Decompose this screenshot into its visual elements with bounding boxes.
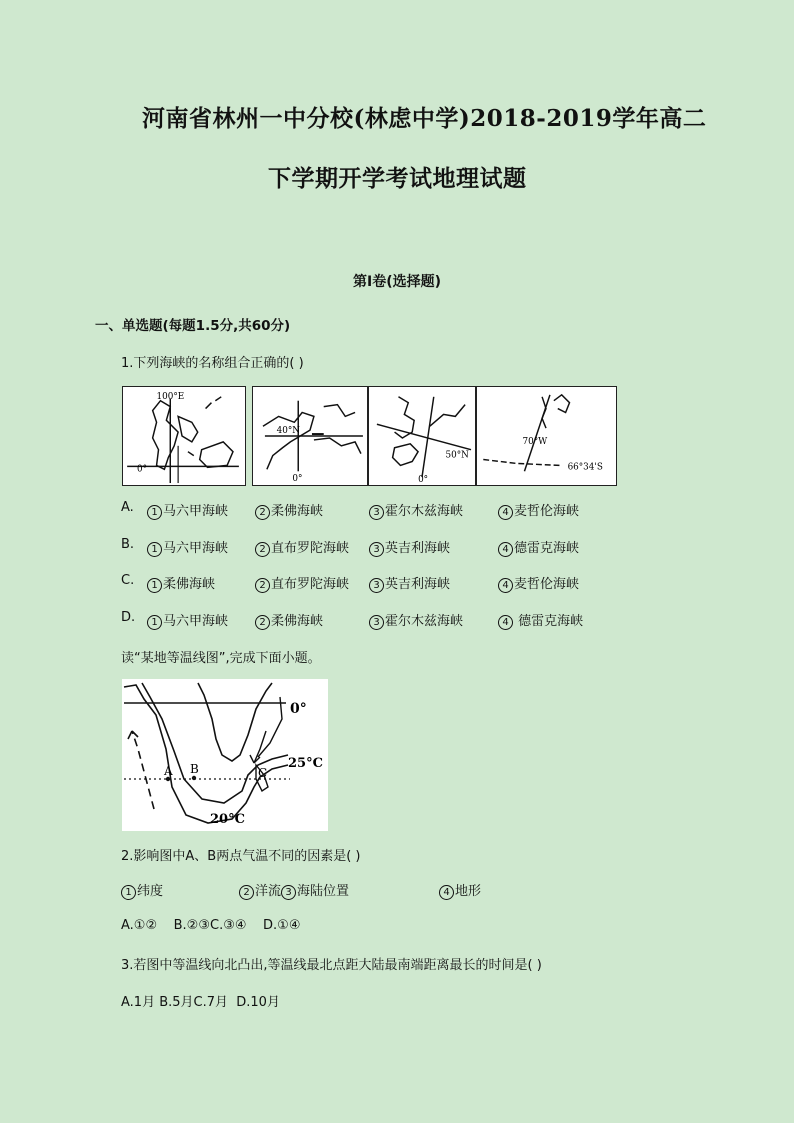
option-item: 直布罗陀海峡 [271, 541, 350, 556]
option-item: 英吉利海峡 [385, 541, 451, 556]
strait-map-1 [122, 386, 246, 486]
option-item: 马六甲海峡 [163, 504, 229, 519]
map2-label-lon: 0° [292, 474, 303, 485]
factor-item: 海陆位置 [297, 884, 350, 899]
circle-num: 1 [121, 885, 136, 900]
option-item: 麦哲伦海峡 [514, 577, 580, 592]
circle-num: 4 [439, 885, 454, 900]
map2-label-lat: 40°N [276, 426, 301, 437]
map3-label-lat: 50°N [445, 450, 469, 461]
option-letter: A. [121, 500, 134, 515]
option-item: 马六甲海峡 [163, 614, 229, 629]
map4-label-lon: 70°W [522, 436, 548, 447]
iso-point-a: A [164, 764, 173, 778]
map1-label-lat: 0° [136, 464, 147, 475]
circle-num: 3 [369, 505, 384, 520]
q3-answers[interactable]: A.1月 B.5月C.7月 D.10月 [121, 995, 280, 1010]
section-heading: 一、单选题(每题1.5分,共60分) [95, 318, 291, 334]
option-letter: D. [121, 610, 136, 625]
question-3-stem: 3.若图中等温线向北凸出,等温线最北点距大陆最南端距离最长的时间是( ) [121, 958, 542, 973]
exam-title-line1: 河南省林州一中分校(林虑中学)2018-2019学年高二 [142, 105, 707, 132]
option-letter: B. [121, 537, 135, 552]
option-item: 英吉利海峡 [385, 577, 451, 592]
circle-num: 1 [147, 505, 162, 520]
iso-label-right: 25°C [288, 756, 323, 771]
volume-heading: 第I卷(选择题) [352, 274, 441, 290]
circle-num: 4 [498, 505, 513, 520]
map4-label-lat: 66°34'S [567, 462, 603, 473]
iso-point-c: C [258, 766, 268, 780]
circle-num: 1 [147, 615, 162, 630]
circle-num: 2 [255, 615, 270, 630]
option-item: 霍尔木兹海峡 [385, 504, 464, 519]
strait-map-2 [252, 386, 368, 486]
iso-label-top: 0° [290, 701, 307, 717]
option-item: 德雷克海峡 [514, 614, 584, 629]
circle-num: 1 [147, 542, 162, 557]
map1-label-lon: 100°E [156, 391, 185, 402]
circle-num: 2 [255, 505, 270, 520]
factor-item: 地形 [455, 884, 482, 899]
circle-num: 4 [498, 578, 513, 593]
factor-item: 纬度 [137, 884, 164, 899]
circle-num: 4 [498, 542, 513, 557]
strait-map-4 [476, 386, 617, 486]
option-item: 马六甲海峡 [163, 541, 229, 556]
circle-num: 4 [498, 615, 513, 630]
q2-answers[interactable]: A.①② B.②③C.③④ D.①④ [121, 918, 301, 933]
exam-title-line2: 下学期开学考试地理试题 [268, 165, 527, 192]
iso-point-b: B [190, 762, 199, 776]
circle-num: 3 [369, 615, 384, 630]
circle-num: 2 [255, 542, 270, 557]
circle-num: 2 [255, 578, 270, 593]
option-item: 德雷克海峡 [514, 541, 580, 556]
map3-label-lon: 0° [418, 475, 429, 485]
strait-map-3 [368, 386, 476, 486]
question-1-stem: 1.下列海峡的名称组合正确的( ) [121, 356, 304, 371]
circle-num: 3 [369, 578, 384, 593]
circle-num: 1 [147, 578, 162, 593]
option-letter: C. [121, 573, 135, 588]
option-item: 霍尔木兹海峡 [385, 614, 464, 629]
circle-num: 2 [239, 885, 254, 900]
iso-label-bottom: 20°C [210, 812, 245, 827]
circle-num: 3 [281, 885, 296, 900]
option-item: 直布罗陀海峡 [271, 577, 350, 592]
reading-instruction: 读“某地等温线图”,完成下面小题。 [121, 651, 321, 666]
question-2-stem: 2.影响图中A、B两点气温不同的因素是( ) [121, 849, 361, 864]
factor-item: 洋流 [255, 884, 282, 899]
option-item: 柔佛海峡 [163, 577, 216, 592]
option-item: 柔佛海峡 [271, 504, 324, 519]
circle-num: 3 [369, 542, 384, 557]
option-item: 麦哲伦海峡 [514, 504, 580, 519]
isotherm-map [122, 679, 328, 831]
option-item: 柔佛海峡 [271, 614, 324, 629]
